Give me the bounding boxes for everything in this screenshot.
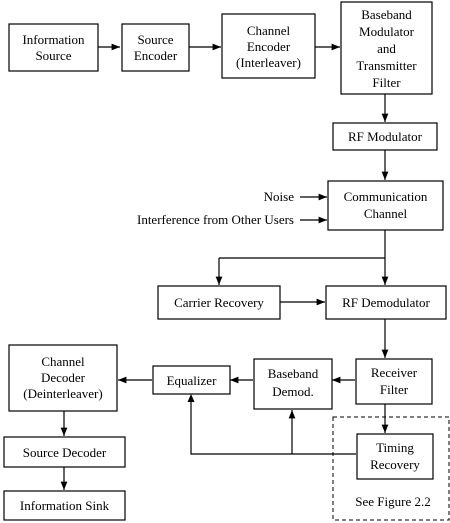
interference-label: Interference from Other Users (136, 212, 294, 227)
channel-encoder-label: Channel (246, 23, 291, 38)
connections (64, 47, 385, 490)
block-carrier-recovery (158, 286, 280, 319)
block-baseband-demod (254, 359, 332, 409)
information-source-label-2: Source (35, 48, 72, 63)
baseband-demod-label-2: Demod. (272, 384, 314, 399)
block-rf-modulator (333, 123, 437, 150)
source-decoder-label: Source Decoder (22, 445, 107, 460)
block-source-encoder (122, 24, 189, 71)
block-baseband-modulator (341, 2, 432, 94)
arrow-timing-to-equalizer (188, 394, 195, 402)
information-source-label: Information (22, 32, 85, 47)
block-timing-recovery (357, 434, 433, 479)
source-encoder-label: Source (137, 32, 174, 47)
baseband-modulator-label-3: and (377, 41, 396, 56)
block-source-decoder (4, 437, 125, 467)
baseband-modulator-label-5: Filter (372, 75, 401, 90)
communication-channel-label: Communication (343, 189, 428, 204)
baseband-demod-label: Baseband (267, 366, 319, 381)
channel-encoder-label-2: Encoder (246, 39, 291, 54)
block-information-source (9, 24, 98, 71)
information-sink-label: Information Sink (19, 498, 110, 513)
block-information-sink (4, 491, 125, 520)
baseband-modulator-label-4: Transmitter (356, 58, 417, 73)
channel-encoder-label-3: (Interleaver) (236, 55, 301, 70)
block-receiver-filter (356, 359, 432, 404)
baseband-modulator-label-2: Modulator (359, 24, 414, 39)
receiver-filter-label: Receiver (370, 365, 418, 380)
equalizer-label: Equalizer (166, 373, 217, 388)
block-rf-demodulator (326, 286, 446, 319)
rf-modulator-label: RF Modulator (347, 129, 423, 144)
block-communication-channel (328, 181, 443, 230)
receiver-filter-label-2: Filter (379, 382, 409, 397)
channel-decoder-label-2: Decoder (40, 370, 86, 385)
timing-recovery-label: Timing (376, 440, 414, 455)
timing-recovery-label-2: Recovery (370, 457, 420, 472)
communication-channel-label-2: Channel (363, 206, 408, 221)
channel-decoder-label-3: (Deinterleaver) (23, 386, 103, 401)
carrier-recovery-label: Carrier Recovery (174, 295, 264, 310)
see-figure-note: See Figure 2.2 (355, 494, 431, 509)
channel-decoder-label: Channel (41, 354, 85, 369)
baseband-modulator-label: Baseband (361, 7, 412, 22)
block-channel-decoder (9, 345, 117, 411)
block-channel-encoder (222, 14, 315, 78)
block-equalizer (153, 366, 230, 394)
source-encoder-label-2: Encoder (133, 48, 178, 63)
noise-label: Noise (263, 189, 294, 204)
rf-demodulator-label: RF Demodulator (342, 295, 430, 310)
